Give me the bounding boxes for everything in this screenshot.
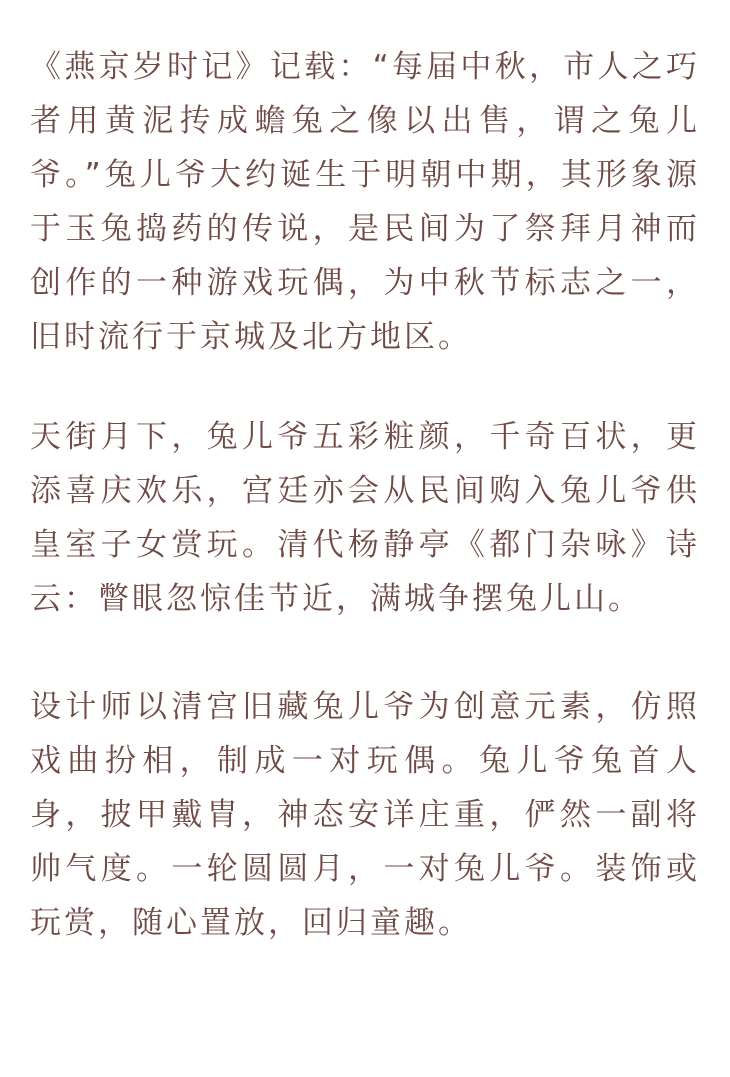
paragraph-history: 《燕京岁时记》记载：“每届中秋，市人之巧者用黄泥抟成蟾兔之像以出售，谓之兔儿爷。”兔儿爷大约诞生于明朝中期，其形象源于玉兔捣药的传说，是民间为了祭拜月神而创作的一种游戏玩偶，为中秋节标志之一，旧时流行于京城及北方地区。 xyxy=(30,49,700,355)
paragraph-palace: 天街月下，兔儿爷五彩粧颜，千奇百状，更添喜庆欢乐，宫廷亦会从民间购入兔儿爷供皇室子女赏玩。清代杨静亭《都门杂咏》诗云：瞥眼忽惊佳节近，满城争摆兔儿山。 xyxy=(30,419,700,617)
paragraph-design: 设计师以清宫旧藏兔儿爷为创意元素，仿照戏曲扮相，制成一对玩偶。兔儿爷兔首人身，披甲戴胄，神态安详庄重，俨然一副将帅气度。一轮圆圆月，一对兔儿爷。装饰或玩赏，随心置放，回归童趣。 xyxy=(30,689,700,941)
